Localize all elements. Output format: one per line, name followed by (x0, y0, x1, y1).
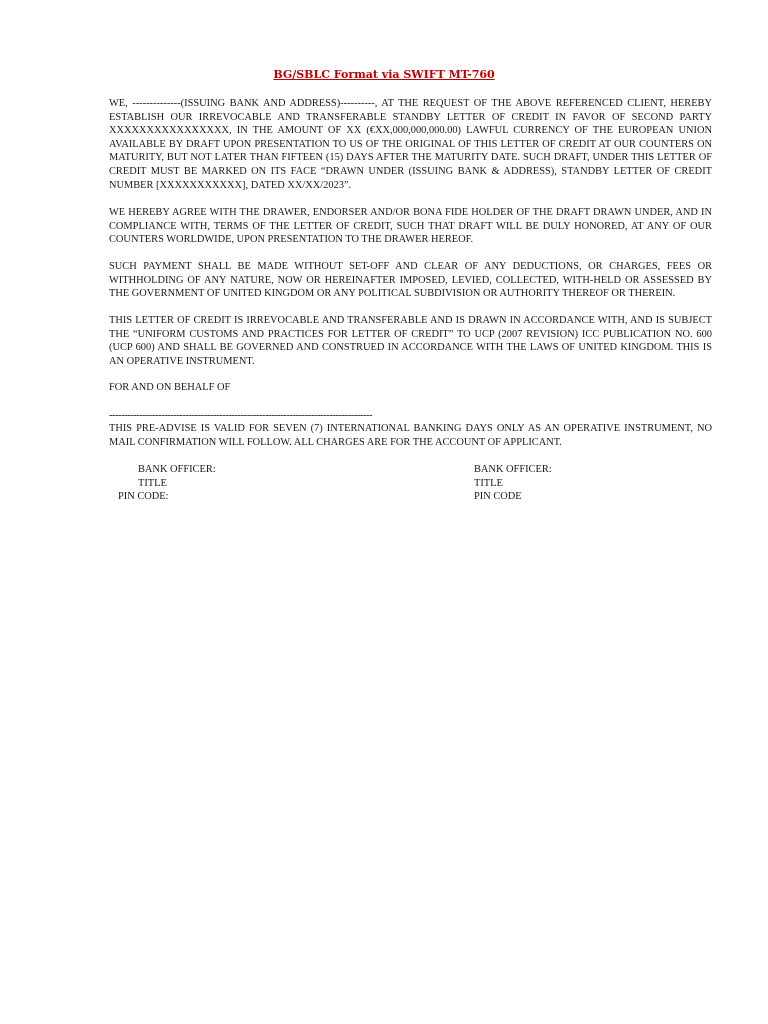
document-title: BG/SBLC Format via SWIFT MT-760 (273, 68, 495, 81)
left-pin-code-label: PIN CODE: (118, 491, 169, 502)
right-bank-officer-label: BANK OFFICER: (474, 464, 552, 475)
on-behalf-line: FOR AND ON BEHALF OF (109, 382, 231, 393)
paragraph-governing-rules: THIS LETTER OF CREDIT IS IRREVOCABLE AND TRANSFERABLE AND IS DRAWN IN ACCORDANCE WITH, AND IS SUBJECT THE “UNIFORM CUSTOMS AND PRACTICES FOR LETTER OF CREDIT” TO UCP (2007 REVISION) ICC PUBLICATION NO. 600 (UCP 600) AND SHALL BE GOVERNED AND CONSTRUED IN ACCORDANCE WITH THE LAWS OF UNITED KINGDOM. THIS IS AN OPERATIVE INSTRUMENT. (109, 315, 712, 367)
paragraph-agreement: WE HEREBY AGREE WITH THE DRAWER, ENDORSER AND/OR BONA FIDE HOLDER OF THE DRAFT DRAWN UNDER, AND IN COMPLIANCE WITH, TERMS OF THE LETTER OF CREDIT, SUCH THAT DRAFT WILL BE DULY HONORED, AT ANY OF OUR COUNTERS WORLDWIDE, UPON PRESENTATION TO THE DRAWER HEREOF. (109, 207, 712, 246)
signature-divider: -------------------------------------------------------------------------------------- (109, 410, 373, 421)
left-title-label: TITLE (138, 478, 167, 489)
paragraph-payment-terms: SUCH PAYMENT SHALL BE MADE WITHOUT SET-OFF AND CLEAR OF ANY DEDUCTIONS, OR CHARGES, FEES OR WITHHOLDING OF ANY NATURE, NOW OR HEREINAFTER IMPOSED, LEVIED, COLLECTED, WITH-HELD OR ASSESSED BY THE GOVERNMENT OF UNITED KINGDOM OR ANY POLITICAL SUBDIVISION OR AUTHORITY THEREOF OR THEREIN. (109, 261, 712, 300)
left-bank-officer-label: BANK OFFICER: (138, 464, 216, 475)
right-title-label: TITLE (474, 478, 503, 489)
right-pin-code-label: PIN CODE (474, 491, 522, 502)
paragraph-issuance: WE, --------------(ISSUING BANK AND ADDRESS)----------, AT THE REQUEST OF THE ABOVE REFERENCED CLIENT, HEREBY ESTABLISH OUR IRREVOCABLE AND TRANSFERABLE STANDBY LETTER OF CREDIT IN FAVOR OF SECOND PARTY XXXXXXXXXXXXXXXX, IN THE AMOUNT OF XX (€XX,000,000,000.00) LAWFUL CURRENCY OF THE EUROPEAN UNION AVAILABLE BY DRAFT UPON PRESENTATION TO US OF THE ORIGINAL OF THIS LETTER OF CREDIT AT OUR COUNTERS ON MATURITY, BUT NOT LATER THAN FIFTEEN (15) DAYS AFTER THE MATURITY DATE. SUCH DRAFT, UNDER THIS LETTER OF CREDIT MUST BE MARKED ON ITS FACE “DRAWN UNDER (ISSUING BANK & ADDRESS), STANDBY LETTER OF CREDIT NUMBER [XXXXXXXXXXX], DATED XX/XX/2023”. (109, 98, 712, 191)
paragraph-pre-advise: THIS PRE-ADVISE IS VALID FOR SEVEN (7) INTERNATIONAL BANKING DAYS ONLY AS AN OPERATIVE INSTRUMENT, NO MAIL CONFIRMATION WILL FOLLOW. ALL CHARGES ARE FOR THE ACCOUNT OF APPLICANT. (109, 423, 712, 448)
